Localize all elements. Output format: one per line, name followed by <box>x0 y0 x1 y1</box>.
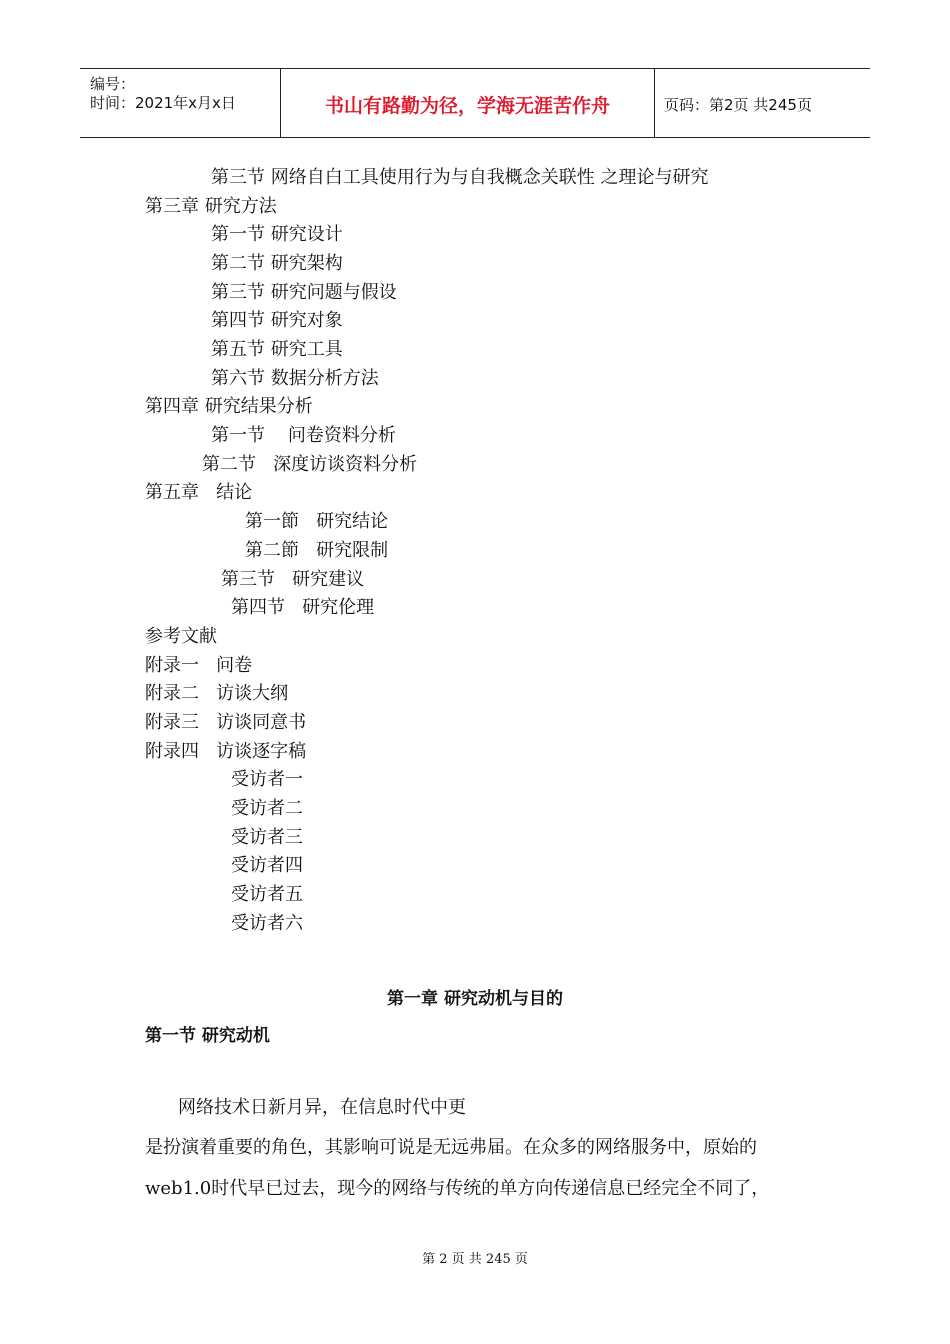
page-code: 页码：第2页 共245页 <box>664 96 812 114</box>
toc-item: 第四节 研究对象 <box>211 310 343 331</box>
body-line: web1.0时代早已过去，现今的网络与传统的单方向传递信息已经完全不同了， <box>145 1178 770 1199</box>
toc-item: 第一节 问卷资料分析 <box>211 425 396 446</box>
header-motto-cell <box>280 69 655 137</box>
toc-item: 受访者一 <box>231 769 303 790</box>
time-label: 时间：2021年x月x日 <box>90 94 236 112</box>
motto-text: 书山有路勤为径，学海无涯苦作舟 <box>324 95 610 117</box>
toc-item: 附录四 访谈逐字稿 <box>145 741 307 762</box>
toc-item: 受访者三 <box>231 827 303 848</box>
toc-item: 第三节 网络自白工具使用行为与自我概念关联性 之理论与研究 <box>211 167 709 188</box>
header-page-cell <box>654 69 870 137</box>
toc-item: 第五章 结论 <box>145 482 253 503</box>
toc-item: 第二节 深度访谈资料分析 <box>202 454 418 475</box>
toc-item: 第三节 研究问题与假设 <box>211 282 397 303</box>
toc-item: 受访者二 <box>231 798 303 819</box>
toc-item: 参考文献 <box>145 626 217 647</box>
toc-item: 受访者六 <box>231 913 303 934</box>
toc-item: 第四节 研究伦理 <box>231 597 375 618</box>
toc-item: 第四章 研究结果分析 <box>145 396 313 417</box>
toc-item: 附录二 访谈大纲 <box>145 683 289 704</box>
toc-item: 受访者五 <box>231 884 303 905</box>
toc-item: 受访者四 <box>231 855 303 876</box>
serial-label: 编号： <box>90 75 136 93</box>
page-header <box>80 68 870 138</box>
body-line: 网络技术日新月异，在信息时代中更 <box>178 1097 466 1118</box>
toc-item: 第二節 研究限制 <box>245 540 389 561</box>
toc-item: 第六节 数据分析方法 <box>211 368 379 389</box>
header-meta-cell <box>80 69 280 137</box>
section-title: 第一节 研究动机 <box>145 1026 270 1046</box>
chapter-title: 第一章 研究动机与目的 <box>387 989 563 1009</box>
toc-item: 第五节 研究工具 <box>211 339 343 360</box>
toc-item: 附录三 访谈同意书 <box>145 712 307 733</box>
toc-item: 附录一 问卷 <box>145 655 253 676</box>
toc-item: 第一節 研究结论 <box>245 511 389 532</box>
toc-item: 第三节 研究建议 <box>221 569 365 590</box>
toc-item: 第一节 研究设计 <box>211 224 343 245</box>
toc-item: 第三章 研究方法 <box>145 196 277 217</box>
toc-item: 第二节 研究架构 <box>211 253 343 274</box>
page-footer: 第 2 页 共 245 页 <box>422 1252 528 1267</box>
body-line: 是扮演着重要的角色，其影响可说是无远弗届。在众多的网络服务中，原始的 <box>145 1137 757 1158</box>
